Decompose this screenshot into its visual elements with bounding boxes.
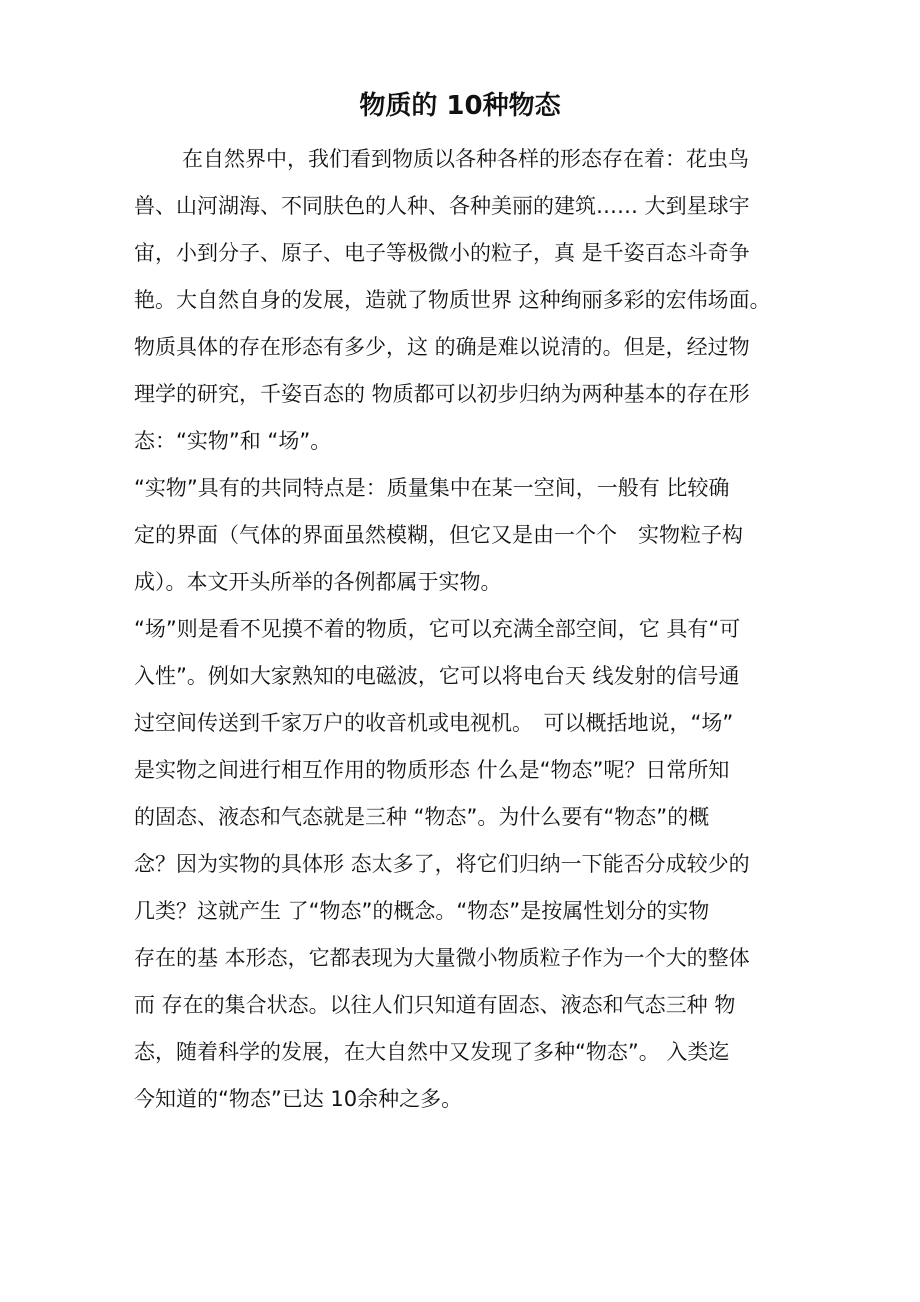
paragraph-3 [134,606,804,1123]
text-line: 态：“实物”和 “场”。 [134,429,332,453]
document-title: 物质的 10种物态 [359,91,561,121]
text-line: “实物”具有的共同特点是：质量集中在某一空间，一般有 比较确 [134,476,730,500]
text-line: 是实物之间进行相互作用的物质形态 什么是“物态”呢？日常所知 [134,758,730,782]
text-line: 存在的基 本形态，它都表现为大量微小物质粒子作为一个大的整体 [134,946,750,970]
document-body [134,136,804,1123]
paragraph-2 [134,465,804,606]
text-line: 今知道的“物态”已达 10余种之多。 [134,1087,463,1111]
text-line: 而 存在的集合状态。以往人们只知道有固态、液态和气态三种 物 [134,993,736,1017]
text-line: 理学的研究，千姿百态的 物质都可以初步归纳为两种基本的存在形 [134,382,750,406]
text-line: 的固态、液态和气态就是三种 “物态”。为什么要有“物态”的概 [134,805,710,829]
text-line: 入性”。例如大家熟知的电磁波，它可以将电台天 线发射的信号通 [134,664,740,688]
text-line: 过空间传送到千家万户的收音机或电视机。 可以概括地说，“场” [134,711,734,735]
text-line: 念？因为实物的具体形 态太多了，将它们归纳一下能否分成较少的 [134,852,750,876]
text-line: “场”则是看不见摸不着的物质，它可以充满全部空间，它 具有“可 [134,617,741,641]
text-line: 兽、山河湖海、不同肤色的人种、各种美丽的建筑…… 大到星球宇 [134,194,750,218]
text-line: 几类？这就产生 了“物态”的概念。“物态”是按属性划分的实物 [134,899,710,923]
text-line: 艳。大自然自身的发展，造就了物质世界 这种绚丽多彩的宏伟场面。 [134,288,771,312]
text-line: 物质具体的存在形态有多少，这 的确是难以说清的。但是，经过物 [134,335,750,359]
text-line: 定的界面（气体的界面虽然模糊，但它又是由一个个 实物粒子构 [134,523,743,547]
text-line: 态，随着科学的发展，在大自然中又发现了多种“物态”。 入类迄 [134,1040,730,1064]
text-line: 成）。本文开头所举的各例都属于实物。 [134,570,502,594]
paragraph-1 [134,136,804,465]
text-line: 宙，小到分子、原子、电子等极微小的粒子，真 是千姿百态斗奇争 [134,241,750,265]
text-line: 在自然界中，我们看到物质以各种各样的形态存在着：花虫鸟 [182,147,749,171]
